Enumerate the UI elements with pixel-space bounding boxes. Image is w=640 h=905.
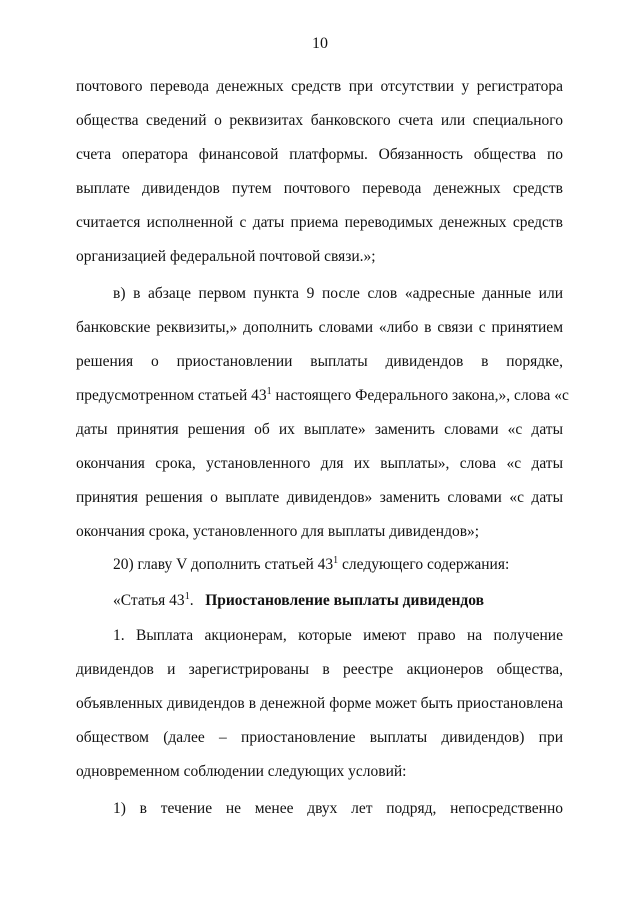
article-heading: «Статья $43^1$. Приостановление выплаты дивидендов xyxy=(113,590,484,609)
text-line: даты принятия решения об их выплате» заменить словами «с даты xyxy=(76,421,563,438)
text-line: решения о приостановлении выплаты дивидендов в порядке, xyxy=(76,353,563,370)
text-line: банковские реквизиты,» дополнить словами «либо в связи с принятием xyxy=(76,319,563,336)
text-line: принятия решения о выплате дивидендов» заменить словами «с даты xyxy=(76,489,563,506)
page-number: 10 xyxy=(312,35,328,52)
text-line: окончания срока, установленного для выплаты дивидендов»; xyxy=(76,523,480,540)
article-title: Приостановление выплаты дивидендов xyxy=(205,592,484,609)
text-line: дивидендов и зарегистрированы в реестре акционеров общества, xyxy=(76,661,563,678)
text-line: обществом (далее – приостановление выплаты дивидендов) при xyxy=(76,729,563,746)
text-line: 1. Выплата акционерам, которые имеют право на получение xyxy=(113,627,563,644)
text-line: в) в абзаце первом пункта 9 после слов «адресные данные или xyxy=(113,285,563,302)
text-line: считается исполненной с даты приема переводимых денежных средств xyxy=(76,214,563,231)
text-line: организацией федеральной почтовой связи.»; xyxy=(76,248,376,265)
text-line: одновременном соблюдении следующих условий: xyxy=(76,763,407,780)
text-line: почтового перевода денежных средств при отсутствии у регистратора xyxy=(76,78,563,95)
text-line: выплате дивидендов путем почтового перевода денежных средств xyxy=(76,180,563,197)
text-line: 1) в течение не менее двух лет подряд, непосредственно xyxy=(113,800,563,817)
text-line: объявленных дивидендов в денежной форме может быть приостановлена xyxy=(76,695,563,712)
text-line: общества сведений о реквизитах банковского счета или специального xyxy=(76,112,563,129)
text-line: 20) главу V дополнить статьей $43^1$ следующего содержания: xyxy=(113,554,510,573)
text-line: окончания срока, установленного для их выплаты», слова «с даты xyxy=(76,455,563,472)
text-line: счета оператора финансовой платформы. Обязанность общества по xyxy=(76,146,563,163)
text-line: предусмотренном статьей $43^1$ настоящего Федерального закона,», слова «с xyxy=(76,385,569,404)
